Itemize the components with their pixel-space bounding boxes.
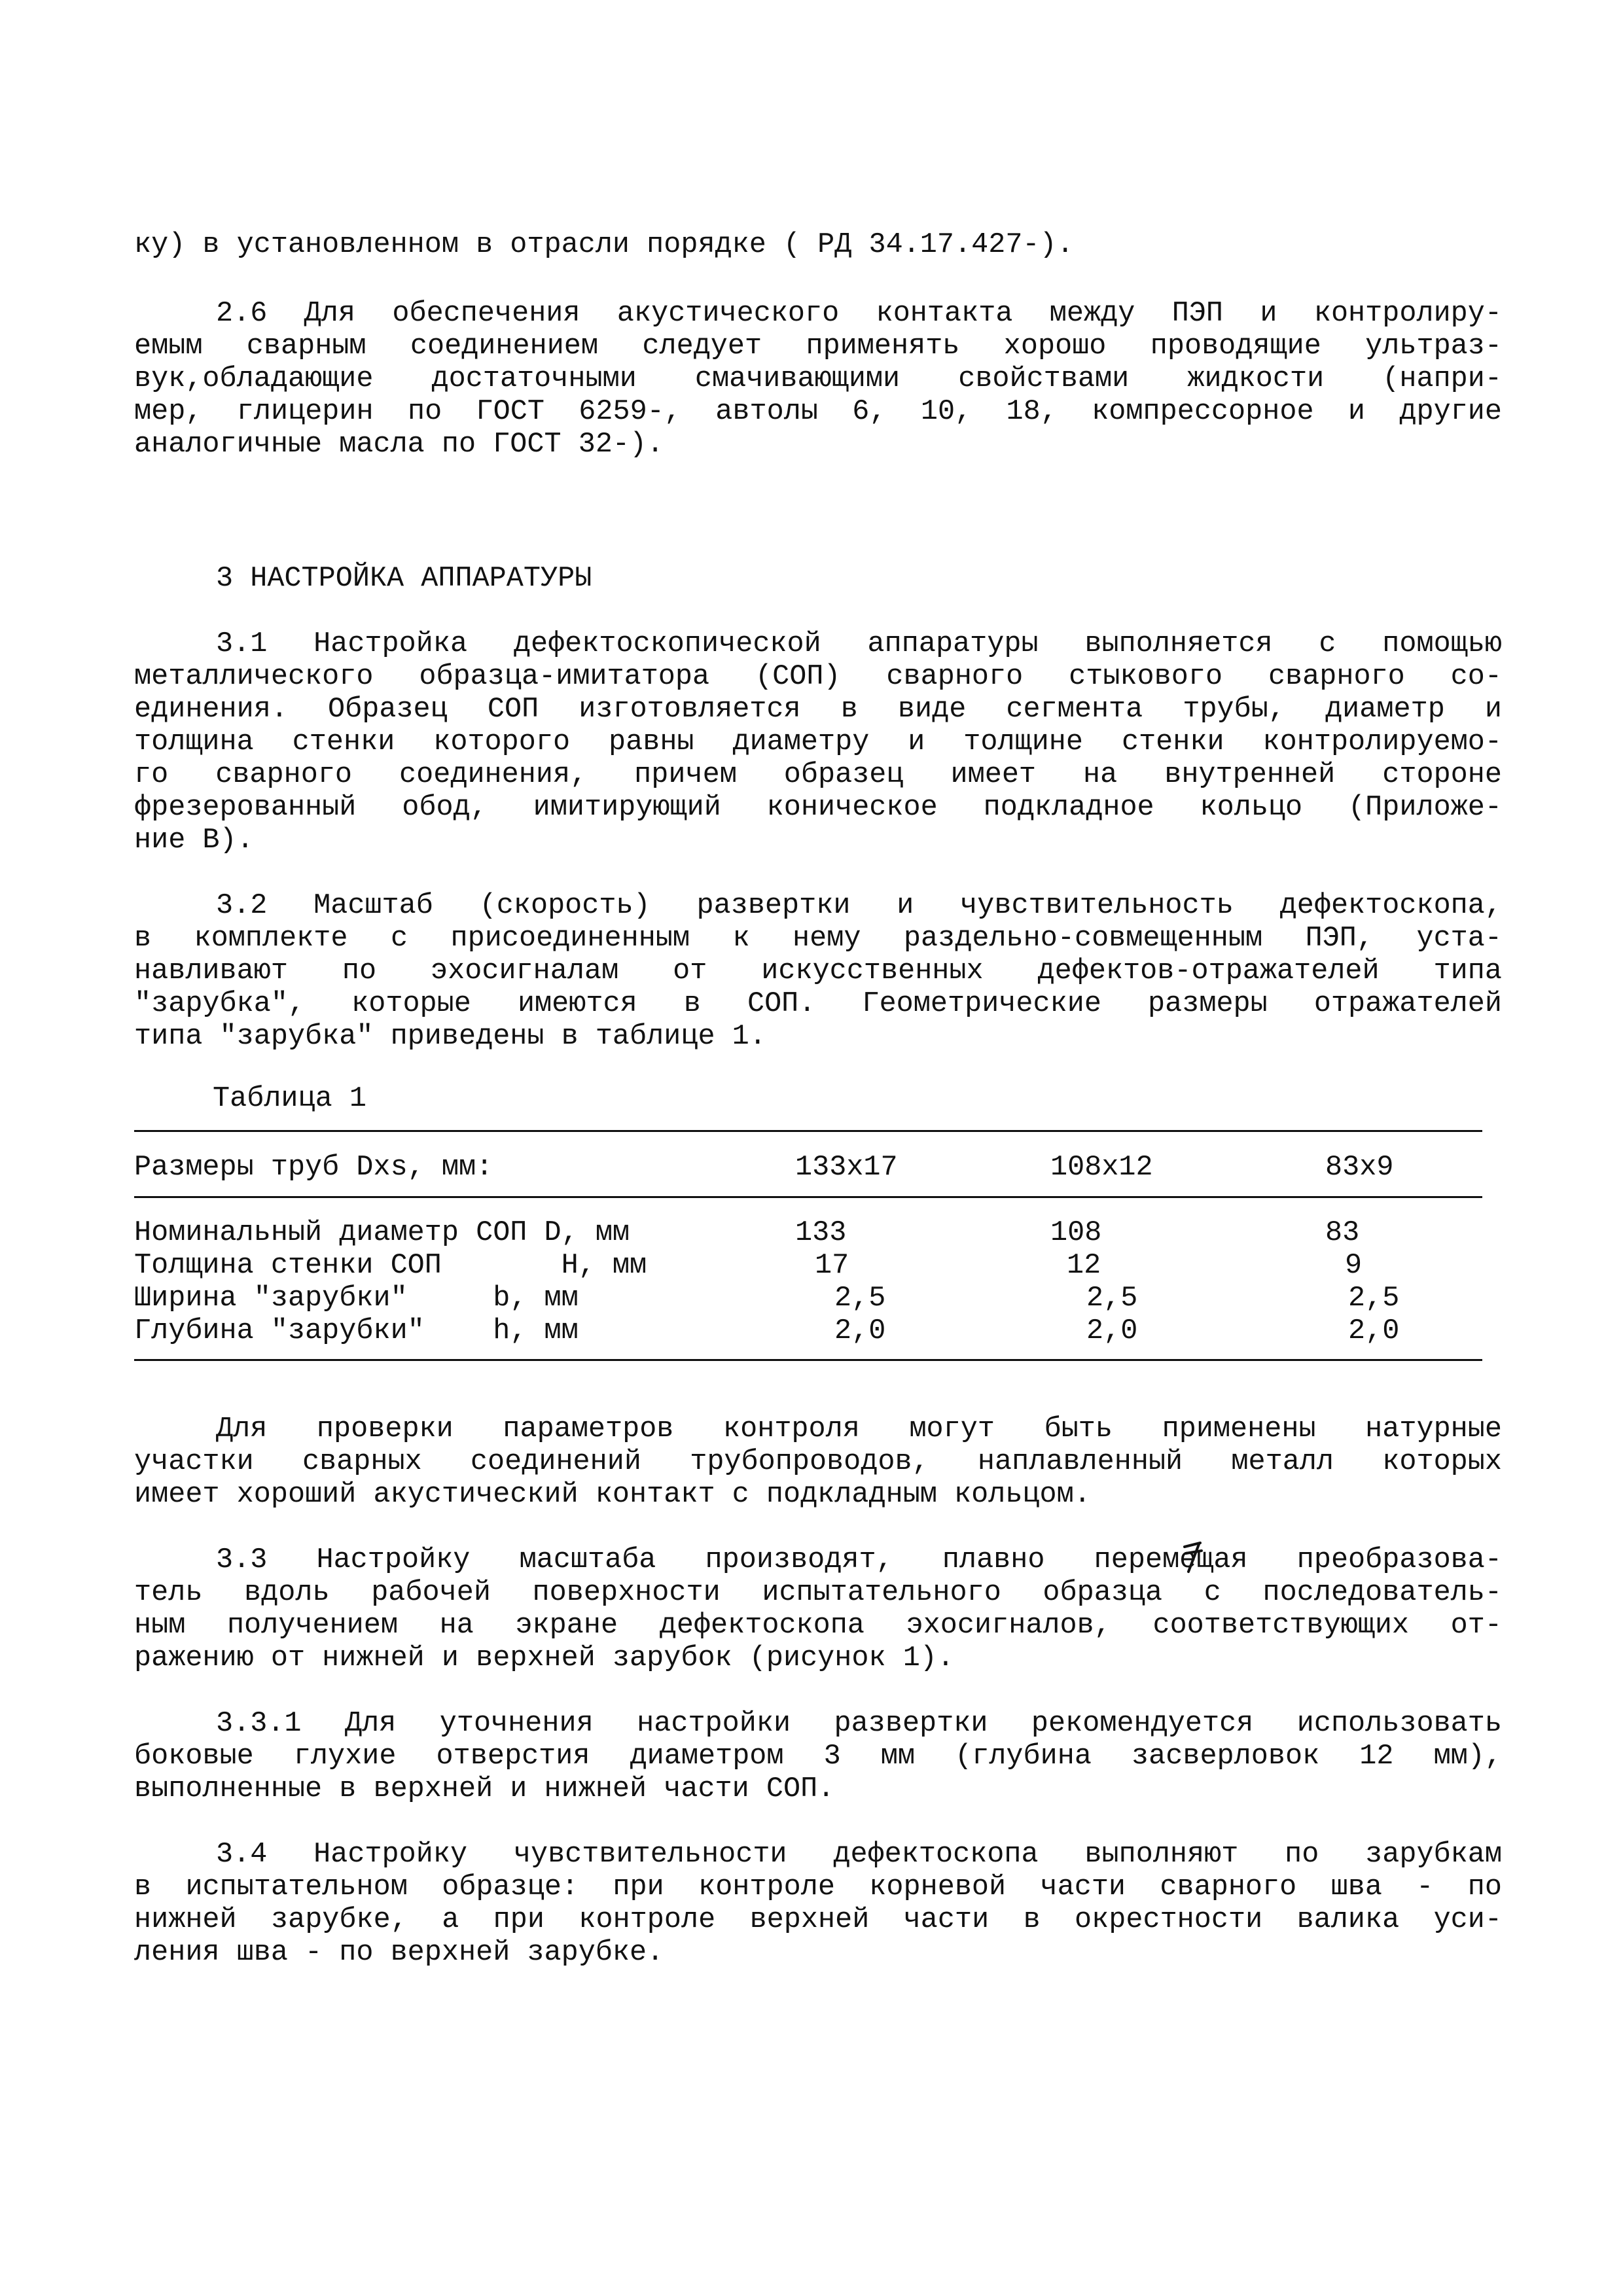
table-header-rule <box>134 1196 1482 1198</box>
table-header-col1: 133x17 <box>795 1152 898 1184</box>
table-header-label: Размеры труб Dxs, мм: <box>134 1152 493 1184</box>
table-row-4-c3: 2,0 <box>1348 1315 1400 1347</box>
table-caption: Таблица 1 <box>213 1083 366 1115</box>
p33-line-2: тель вдоль рабочей поверхности испытательного образца с последователь- <box>134 1577 1502 1609</box>
p34-line-3: нижней зарубке, а при контроле верхней части в окрестности валика уси- <box>134 1904 1502 1936</box>
p331-line-1: 3.3.1 Для уточнения настройки развертки рекомендуется использовать <box>216 1708 1502 1740</box>
table-row-4-c1: 2,0 <box>834 1315 886 1347</box>
table-row-3-label: Ширина "зарубки" b, мм <box>134 1282 579 1315</box>
p31-line-5: го сварного соединения, причем образец имеет на внутренней стороне <box>134 759 1502 791</box>
p31-line-7: ние В). <box>134 824 254 857</box>
p34-line-2: в испытательном образце: при контроле корневой части сварного шва - по <box>134 1871 1502 1903</box>
p32-line-1: 3.2 Масштаб (скорость) развертки и чувствительность дефектоскопа, <box>216 890 1502 922</box>
p32-line-4: "зарубка", которые имеются в СОП. Геометрические размеры отражателей <box>134 988 1502 1020</box>
p26-line-2: емым сварным соединением следует применять хорошо проводящие ультраз- <box>134 330 1502 362</box>
p32-line-3: навливают по эхосигналам от искусственных дефектов-отражателей типа <box>134 955 1502 987</box>
p331-line-3: выполненные в верхней и нижней части СОП. <box>134 1773 835 1805</box>
table-row-2-c2: 12 <box>1067 1250 1101 1282</box>
table-row-4-label: Глубина "зарубки" h, мм <box>134 1315 579 1347</box>
p32-line-5: типа "зарубка" приведены в таблице 1. <box>134 1021 766 1053</box>
table-row-2-c3: 9 <box>1345 1250 1363 1282</box>
p31-line-4: толщина стенки которого равны диаметру и толщине стенки контролируемо- <box>134 726 1502 758</box>
table-row-4-c2: 2,0 <box>1086 1315 1138 1347</box>
p31-line-3: единения. Образец СОП изготовляется в виде сегмента трубы, диаметр и <box>134 694 1502 726</box>
intro-line: ку) в установленном в отрасли порядке ( РД 34.17.427-). <box>134 229 1074 261</box>
p33-line-1: 3.3 Настройку масштаба производят, плавно перемещая преобразова- <box>216 1544 1502 1576</box>
table-header-col3: 83x9 <box>1325 1152 1394 1184</box>
p-check-line-3: имеет хороший акустический контакт с подкладным кольцом. <box>134 1479 1091 1511</box>
p33-line-3: ным получением на экране дефектоскопа эхосигналов, соответствующих от- <box>134 1610 1502 1642</box>
table-row-2-label: Толщина стенки СОП H, мм <box>134 1250 647 1282</box>
table-row-3-c1: 2,5 <box>834 1282 886 1315</box>
p31-line-6: фрезерованный обод, имитирующий коническое подкладное кольцо (Приложе- <box>134 792 1502 824</box>
p31-line-1: 3.1 Настройка дефектоскопической аппаратуры выполняется с помощью <box>216 628 1502 660</box>
p-check-line-2: участки сварных соединений трубопроводов, наплавленный металл которых <box>134 1446 1502 1478</box>
table-bottom-rule <box>134 1359 1482 1361</box>
p331-line-2: боковые глухие отверстия диаметром 3 мм (глубина засверловок 12 мм), <box>134 1740 1502 1773</box>
p34-line-1: 3.4 Настройку чувствительности дефектоскопа выполняют по зарубкам <box>216 1839 1502 1871</box>
p26-line-4: мер, глицерин по ГОСТ 6259-, автолы 6, 10, 18, компрессорное и другие <box>134 396 1502 428</box>
p-check-line-1: Для проверки параметров контроля могут быть применены натурные <box>216 1413 1502 1445</box>
table-row-1-label: Номинальный диаметр СОП D, мм <box>134 1217 630 1249</box>
p31-line-2: металлического образца-имитатора (СОП) сварного стыкового сварного со- <box>134 661 1502 693</box>
table-row-3-c2: 2,5 <box>1086 1282 1138 1315</box>
p26-line-1: 2.6 Для обеспечения акустического контакта между ПЭП и контролиру- <box>216 298 1502 330</box>
p32-line-2: в комплекте с присоединенным к нему раздельно-совмещенным ПЭП, уста- <box>134 923 1502 955</box>
p33-line-4: ражению от нижней и верхней зарубок (рисунок 1). <box>134 1642 955 1674</box>
p26-line-3: вук,обладающие достаточными смачивающими свойствами жидкости (напри- <box>134 363 1502 395</box>
table-header-col2: 108x12 <box>1050 1152 1153 1184</box>
table-row-3-c3: 2,5 <box>1348 1282 1400 1315</box>
handwritten-correction-mark <box>1179 1538 1205 1577</box>
section-3-heading: 3 НАСТРОЙКА АППАРАТУРЫ <box>216 563 592 595</box>
table-row-2-c1: 17 <box>815 1250 849 1282</box>
table-row-1-c3: 83 <box>1325 1217 1360 1249</box>
table-top-rule <box>134 1130 1482 1132</box>
p26-line-5: аналогичные масла по ГОСТ 32-). <box>134 429 664 461</box>
table-row-1-c2: 108 <box>1050 1217 1102 1249</box>
table-row-1-c1: 133 <box>795 1217 847 1249</box>
p34-line-4: ления шва - по верхней зарубке. <box>134 1937 664 1969</box>
